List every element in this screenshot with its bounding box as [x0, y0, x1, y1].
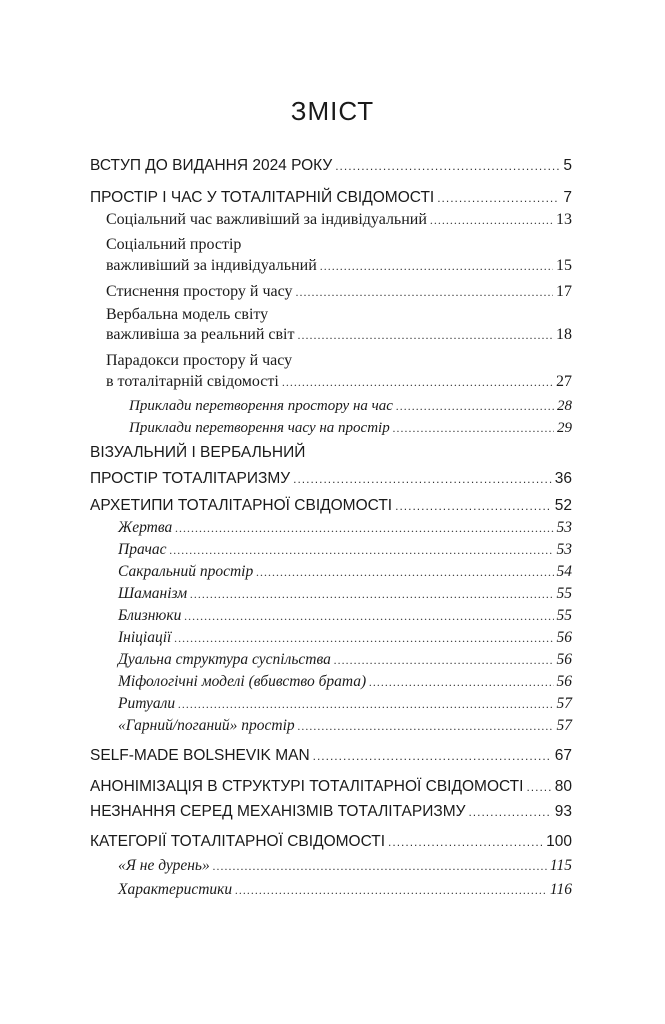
- toc-entry-title: Шаманізм: [118, 585, 188, 602]
- toc-entry-page: 13: [556, 211, 572, 228]
- toc-entry-title: КАТЕГОРІЇ ТОТАЛІТАРНОЇ СВІДОМОСТІ: [90, 833, 386, 850]
- toc-entry-page: 56: [556, 651, 572, 668]
- dot-leader: [393, 418, 554, 438]
- toc-entry: [90, 156, 572, 176]
- toc-entry: [118, 694, 572, 714]
- toc-entry-title: в тоталітарній свідомості: [106, 373, 279, 390]
- toc-entry-title: «Я не дурень»: [118, 857, 210, 874]
- toc-entry: [129, 396, 572, 416]
- toc-entry: [90, 777, 572, 797]
- toc-entry-page: 53: [556, 519, 572, 536]
- dot-leader: [395, 496, 552, 516]
- toc-entry-title: Соціальний час важливіший за індивідуальний: [106, 211, 427, 228]
- toc-entry-title: важливіша за реальний світ: [106, 326, 295, 343]
- toc-entry: [118, 856, 572, 876]
- dot-leader: [468, 802, 551, 822]
- dot-leader: [170, 540, 554, 560]
- toc-entry-page: 5: [563, 157, 572, 174]
- toc-entry-page: 57: [556, 717, 572, 734]
- toc-entry-page: 55: [556, 585, 572, 602]
- dot-leader: [526, 777, 551, 797]
- dot-leader: [313, 746, 552, 766]
- toc-entry-page: 52: [554, 497, 572, 514]
- toc-entry-page: 116: [549, 881, 572, 898]
- toc-entry-title: Стиснення простору й часу: [106, 283, 293, 300]
- toc-entry: [106, 210, 572, 230]
- dot-leader: [293, 469, 552, 489]
- toc-entry: [90, 469, 572, 489]
- toc-entry-title: ПРОСТІР ТОТАЛІТАРИЗМУ: [90, 470, 291, 487]
- toc-entry: [118, 518, 572, 538]
- toc-entry-title: Міфологічні моделі (вбивство брата): [118, 673, 367, 690]
- dot-leader: [178, 694, 553, 714]
- toc-entry: [118, 672, 572, 692]
- toc-entry-page: 55: [556, 607, 572, 624]
- toc-entry-title: ПРОСТІР І ЧАС У ТОТАЛІТАРНІЙ СВІДОМОСТІ: [90, 189, 435, 206]
- toc-entry-page: 115: [549, 857, 572, 874]
- toc-entry-title-line1: Парадокси простору й часу: [106, 352, 293, 369]
- toc-entry-title: Дуальна структура суспільства: [118, 651, 331, 668]
- toc-entry: [106, 282, 572, 302]
- toc-entry-title: SELF-MADE BOLSHEVIK MAN: [90, 747, 310, 764]
- toc-entry: [118, 650, 572, 670]
- dot-leader: [256, 562, 553, 582]
- dot-leader: [369, 672, 553, 692]
- toc-entry-page: 80: [554, 778, 572, 795]
- toc-entry-title: Характеристики: [118, 881, 233, 898]
- toc-entry-page: 27: [556, 373, 572, 390]
- toc-entry-title: важливіший за індивідуальний: [106, 257, 317, 274]
- toc-entry-page: 93: [554, 803, 572, 820]
- toc-entry-title: Прачас: [118, 541, 167, 558]
- toc-entry: [118, 716, 572, 736]
- toc-entry-page: 15: [556, 257, 572, 274]
- toc-entry: [118, 584, 572, 604]
- toc-entry-title: Близнюки: [118, 607, 182, 624]
- toc-entry-title-line1: Соціальний простір: [106, 236, 242, 253]
- toc-entry-title: Приклади перетворення часу на простір: [129, 420, 390, 436]
- toc-entry: [106, 372, 572, 392]
- toc-entry: [90, 802, 572, 822]
- toc-entry-page: 17: [556, 283, 572, 300]
- toc-entry-title-line1: Вербальна модель світу: [106, 306, 269, 323]
- toc-entry-title: АРХЕТИПИ ТОТАЛІТАРНОЇ СВІДОМОСТІ: [90, 497, 393, 514]
- toc-entry-page: 18: [556, 326, 572, 343]
- toc-entry: [106, 325, 572, 345]
- dot-leader: [190, 584, 553, 604]
- toc-entry: [129, 418, 572, 438]
- toc-entry-title: АНОНІМІЗАЦІЯ В СТРУКТУРІ ТОТАЛІТАРНОЇ СВІДОМОСТІ: [90, 778, 524, 795]
- toc-entry: [90, 496, 572, 516]
- toc-entry-page: 28: [557, 398, 572, 414]
- toc-entry-page: 56: [556, 673, 572, 690]
- dot-leader: [298, 325, 554, 345]
- toc-entry: [118, 628, 572, 648]
- toc-entry: [118, 606, 572, 626]
- toc-entry-title-line1: ВІЗУАЛЬНИЙ І ВЕРБАЛЬНИЙ: [90, 444, 306, 461]
- toc-entry-page: 56: [556, 629, 572, 646]
- toc-entry-page: 57: [556, 695, 572, 712]
- dot-leader: [174, 628, 553, 648]
- toc-entry-title: НЕЗНАННЯ СЕРЕД МЕХАНІЗМІВ ТОТАЛІТАРИЗМУ: [90, 803, 466, 820]
- toc-entry: [118, 540, 572, 560]
- toc-entry: [118, 562, 572, 582]
- toc-entry-title: Приклади перетворення простору на час: [129, 398, 393, 414]
- dot-leader: [430, 210, 553, 230]
- toc-entry: [90, 188, 572, 208]
- dot-leader: [437, 188, 559, 208]
- toc-entry-title: ВСТУП ДО ВИДАННЯ 2024 РОКУ: [90, 157, 333, 174]
- toc-entry-title: Жертва: [118, 519, 173, 536]
- toc-entry-page: 7: [563, 189, 572, 206]
- dot-leader: [334, 650, 554, 670]
- toc-entry-page: 53: [556, 541, 572, 558]
- dot-leader: [388, 832, 543, 852]
- toc-entry-title: «Гарний/поганий» простір: [118, 717, 295, 734]
- dot-leader: [298, 716, 554, 736]
- toc-entry: [90, 832, 572, 852]
- toc-entry: [90, 746, 572, 766]
- toc-entry-page: 36: [554, 470, 572, 487]
- toc-entry: [106, 256, 572, 276]
- dot-leader: [235, 880, 547, 900]
- toc-entry-title: Ритуали: [118, 695, 176, 712]
- dot-leader: [282, 372, 553, 392]
- dot-leader: [175, 518, 553, 538]
- toc-entry-page: 100: [546, 833, 572, 850]
- dot-leader: [296, 282, 554, 302]
- toc-entry-page: 54: [556, 563, 572, 580]
- dot-leader: [213, 856, 547, 876]
- toc-entry-page: 67: [554, 747, 572, 764]
- toc-entry-title: Ініціації: [118, 629, 172, 646]
- dot-leader: [396, 396, 554, 416]
- toc-entry-title: Сакральний простір: [118, 563, 254, 580]
- page-title: ЗМІСТ: [290, 96, 375, 126]
- toc-entry: [118, 880, 572, 900]
- toc-entry-page: 29: [557, 420, 572, 436]
- dot-leader: [184, 606, 553, 626]
- dot-leader: [335, 156, 559, 176]
- dot-leader: [320, 256, 553, 276]
